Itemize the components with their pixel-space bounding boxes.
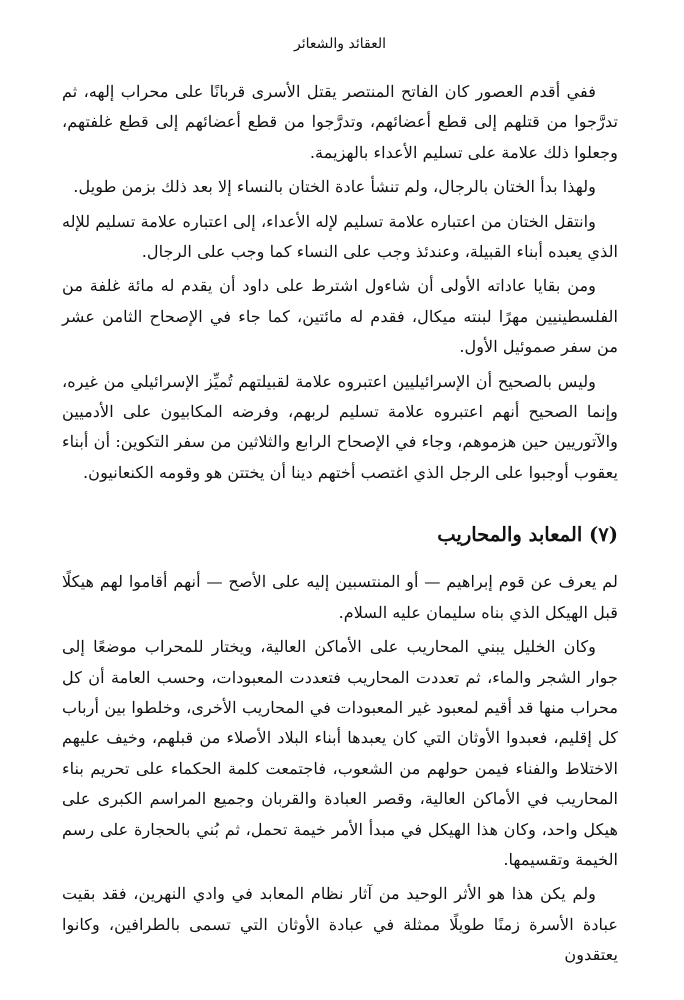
paragraph-saul-david: ومن بقايا عاداته الأولى أن شاءول اشترط على داود أن يقدم له مائة غلفة من الفلسطينيين مهرًا لبنته ميكال، فقدم له مائتين، كما جاء في الإصحاح الثامن عشر من سفر صموئيل الأول. <box>62 276 618 357</box>
paragraph-conquerors-sacrifice: ففي أقدم العصور كان الفاتح المنتصر يقتل الأسرى قربانًا على محراب إلهه، ثم تدرَّجوا من قتلهم إلى قطع أعضائهم، وتدرَّجوا من قطع أعضائهم إلى قطع غلفتهم، وجعلوا ذلك علامة على تسليم الأعداء بالهزيمة. <box>62 82 618 162</box>
paragraph-circumcision-men-first: ولهذا بدأ الختان بالرجال، ولم تنشأ عادة الختان بالنساء إلا بعد ذلك بزمن طويل. <box>73 177 596 197</box>
book-page <box>62 0 618 971</box>
paragraph-abraham-temple: لم يعرف عن قوم إبراهيم — أو المنتسبين إليه على الأصح — أنهم أقاموا لهم هيكلًا قبل الهيكل الذي بناه سليمان عليه السلام. <box>62 572 618 622</box>
paragraph-circumcision-transition: وانتقل الختان من اعتباره علامة تسليم لإله الأعداء، إلى اعتباره علامة تسليم للإله الذي يعبده أبناء القبيلة، وعندئذ وجب على النساء كما وجب على الرجال. <box>62 211 618 262</box>
paragraph-teraphim: ولم يكن هذا هو الأثر الوحيد من آثار نظام المعابد في وادي النهرين، فقد بقيت عبادة الأسرة زمنًا طويلًا ممثلة في عبادة الأوثان التي تسمى بالطرافين، وكانوا يعتقدون <box>62 884 618 965</box>
paragraph-altars-high-places: وكان الخليل يبني المحاريب على الأماكن العالية، ويختار للمحراب موضعًا إلى جوار الشجر والماء، ثم تعددت المحاريب فتعددت المعبودات، وحسب العامة أن كل محراب منها قد أقيم لمعبود غير المعبودات في المحاريب الأخرى، وخلطوا بين أرباب كل إقليم، فعبدوا الأوثان التي كان يعبدها أبناء البلاد الأصلاء من قبلهم، وخيف عليهم الاختلاط والفناء فيمن حولهم من الشعوب، فاجتمعت كلمة الحكماء على تحريم بناء المحاريب في الأماكن العالية، وقصر العبادة والقربان وجميع المراسم الكبرى على هيكل واحد، وكان هذا الهيكل في مبدأ الأمر خيمة تحمل، ثم بُني بالحجارة على رسم الخيمة وتقسيمها. <box>62 637 618 869</box>
section-heading: (٧) المعابد والمحاريب <box>437 523 618 547</box>
paragraph-israelites-circumcision: وليس بالصحيح أن الإسرائيليين اعتبروه علامة لقبيلتهم تُميِّز الإسرائيلي من غيره، وإنما الصحيح أنهم اعتبروه علامة تسليم لربهم، وفرضه المكابيون على الأدميين والآتوريين حين هزموهم، وجاء في الإصحاح الرابع والثلاثين من سفر التكوين: أن أبناء يعقوب أوجبوا على الرجل الذي اغتصب أختهم دينا أن يختتن هو وقومه الكنعانيون. <box>62 371 618 482</box>
running-header: العقائد والشعائر <box>294 36 386 52</box>
